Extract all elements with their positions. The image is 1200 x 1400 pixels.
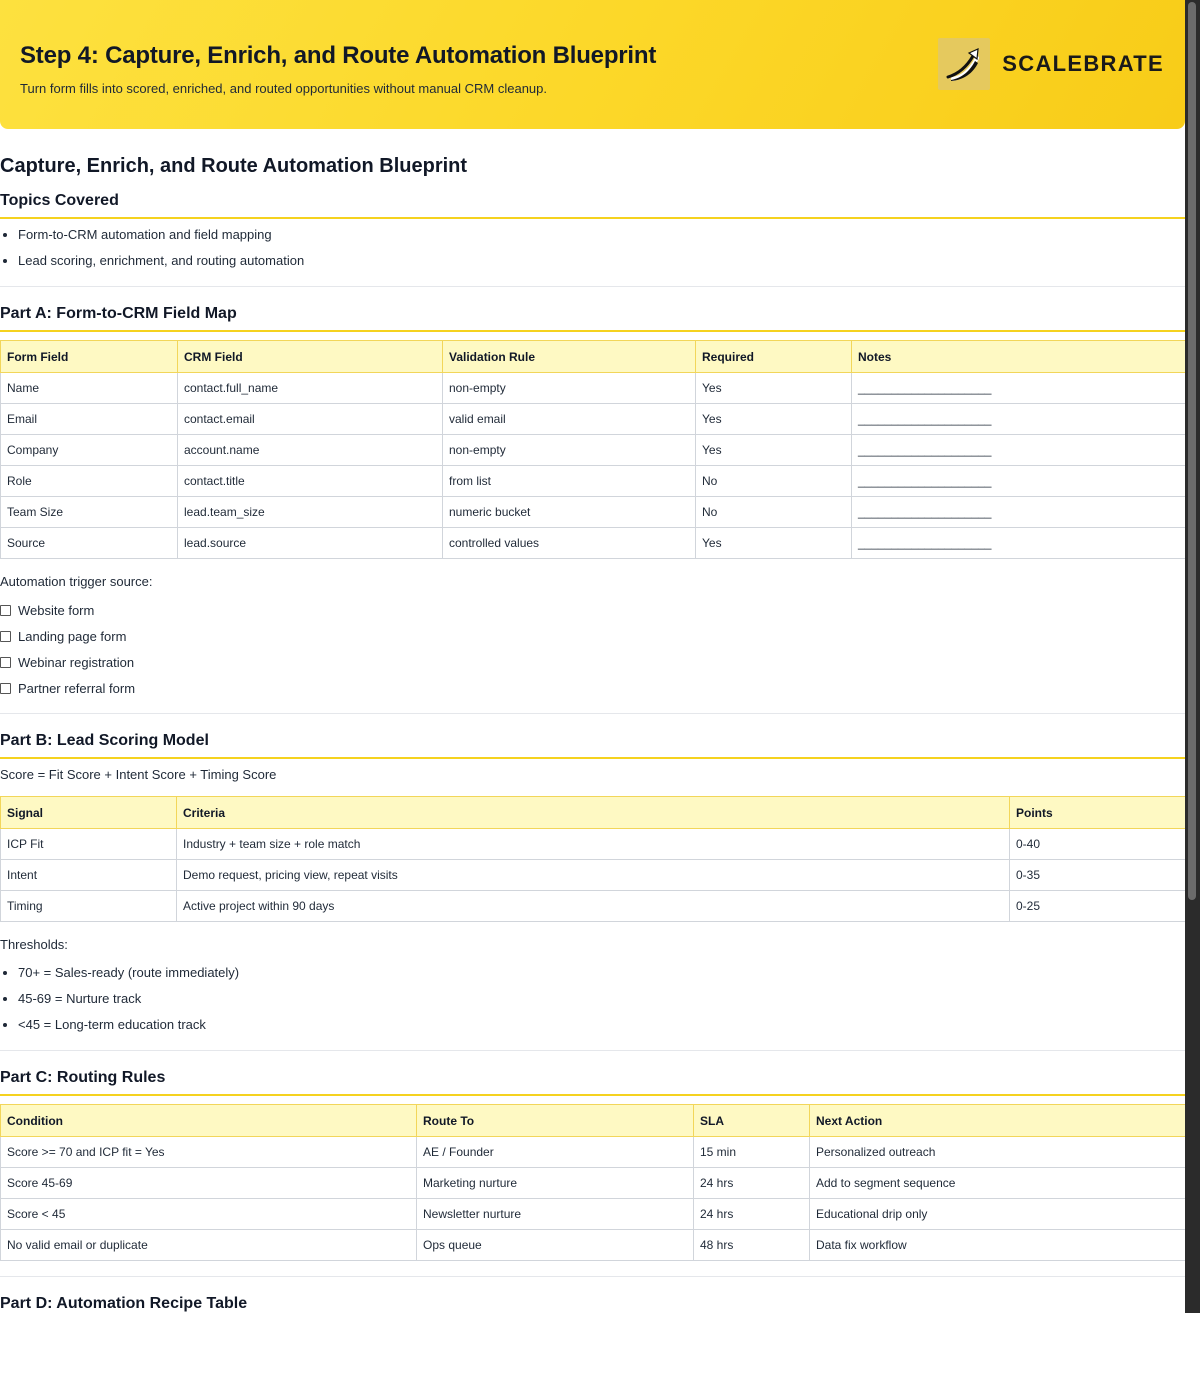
table-cell: 0-40 [1010, 829, 1186, 860]
document-title: Capture, Enrich, and Route Automation Blueprint [0, 155, 468, 177]
table-header-row [1, 797, 1186, 829]
list-item: • 70+ = Sales-ready (route immediately) [18, 960, 1185, 986]
table-cell: 15 min [694, 1137, 810, 1168]
table-cell: Ops queue [417, 1230, 694, 1261]
part-b-heading: Part B: Lead Scoring Model [0, 732, 1185, 759]
table-row [1, 1230, 1186, 1261]
vertical-scrollbar[interactable] [1185, 0, 1200, 1313]
table-cell: Demo request, pricing view, repeat visits [177, 860, 1010, 891]
table-row [1, 466, 1186, 497]
column-header: Route To [417, 1105, 694, 1137]
part-a-heading: Part A: Form-to-CRM Field Map [0, 305, 1185, 332]
table-row [1, 829, 1186, 860]
table-cell: AE / Founder [417, 1137, 694, 1168]
table-cell: 48 hrs [694, 1230, 810, 1261]
table-row [1, 1168, 1186, 1199]
trigger-option-webinar-registration[interactable] [0, 649, 1185, 675]
part-c-heading: Part C: Routing Rules [0, 1069, 1185, 1096]
table-header-row [1, 1105, 1186, 1137]
table-cell: non-empty [443, 435, 696, 466]
table-cell: 24 hrs [694, 1199, 810, 1230]
trigger-option-website-form[interactable] [0, 597, 1185, 623]
table-row [1, 528, 1186, 559]
column-header: Form Field [1, 341, 178, 373]
topics-heading: Topics Covered [0, 192, 1185, 219]
notes-blank: ____________________ [852, 404, 1186, 435]
notes-blank: ____________________ [852, 497, 1186, 528]
column-header: Criteria [177, 797, 1010, 829]
header-banner [0, 0, 1185, 129]
table-cell: Source [1, 528, 178, 559]
list-item: • <45 = Long-term education track [18, 1012, 1185, 1038]
table-cell: Intent [1, 860, 177, 891]
table-row [1, 435, 1186, 466]
table-cell: No [696, 497, 852, 528]
table-cell: numeric bucket [443, 497, 696, 528]
table-row [1, 404, 1186, 435]
part-c-section [0, 1069, 1185, 1261]
part-a-section [0, 305, 1185, 701]
part-b-section [0, 732, 1185, 1038]
thresholds-label: Thresholds: [0, 937, 68, 952]
table-cell: 24 hrs [694, 1168, 810, 1199]
table-cell: ICP Fit [1, 829, 177, 860]
score-formula: Score = Fit Score + Intent Score + Timing Score [0, 767, 277, 782]
section-divider [0, 1050, 1185, 1051]
column-header: Notes [852, 341, 1186, 373]
table-cell: account.name [178, 435, 443, 466]
table-cell: Name [1, 373, 178, 404]
column-header: SLA [694, 1105, 810, 1137]
table-cell: contact.title [178, 466, 443, 497]
list-item: • Form-to-CRM automation and field mapping [18, 222, 1185, 248]
table-cell: No [696, 466, 852, 497]
table-cell: Data fix workflow [810, 1230, 1186, 1261]
checkbox[interactable] [0, 683, 11, 694]
notes-blank: ____________________ [852, 466, 1186, 497]
column-header: Condition [1, 1105, 417, 1137]
rising-arrow-logo-icon [938, 38, 990, 90]
trigger-option-landing-page-form[interactable] [0, 623, 1185, 649]
checkbox[interactable] [0, 631, 11, 642]
routing-rules-table [0, 1104, 1185, 1261]
brand-name: SCALEBRATE [1002, 51, 1164, 76]
part-d-section [0, 1295, 1185, 1313]
table-row [1, 1137, 1186, 1168]
table-cell: Score < 45 [1, 1199, 417, 1230]
table-cell: No valid email or duplicate [1, 1230, 417, 1261]
checkbox-label: Partner referral form [18, 680, 136, 696]
scrollbar-thumb[interactable] [1188, 2, 1196, 900]
notes-blank: ____________________ [852, 528, 1186, 559]
section-divider [0, 713, 1185, 714]
table-row [1, 860, 1186, 891]
lead-scoring-table [0, 796, 1185, 922]
table-cell: valid email [443, 404, 696, 435]
notes-blank: ____________________ [852, 435, 1186, 466]
table-cell: Industry + team size + role match [177, 829, 1010, 860]
table-cell: Active project within 90 days [177, 891, 1010, 922]
notes-blank: ____________________ [852, 373, 1186, 404]
table-cell: contact.full_name [178, 373, 443, 404]
checkbox-label: Landing page form [18, 628, 127, 644]
table-cell: lead.team_size [178, 497, 443, 528]
checkbox[interactable] [0, 657, 11, 668]
table-cell: 0-35 [1010, 860, 1186, 891]
table-cell: Yes [696, 528, 852, 559]
table-cell: non-empty [443, 373, 696, 404]
column-header: Signal [1, 797, 177, 829]
table-cell: 0-25 [1010, 891, 1186, 922]
topics-section [0, 192, 1185, 274]
table-row [1, 373, 1186, 404]
table-cell: controlled values [443, 528, 696, 559]
table-cell: Educational drip only [810, 1199, 1186, 1230]
page-subtitle: Turn form fills into scored, enriched, and routed opportunities without manual CRM cleanup. [20, 81, 548, 96]
table-cell: Add to segment sequence [810, 1168, 1186, 1199]
column-header: Points [1010, 797, 1186, 829]
table-cell: Company [1, 435, 178, 466]
column-header: Next Action [810, 1105, 1186, 1137]
table-header-row [1, 341, 1186, 373]
table-cell: Personalized outreach [810, 1137, 1186, 1168]
table-cell: Role [1, 466, 178, 497]
table-cell: Newsletter nurture [417, 1199, 694, 1230]
document-body [0, 154, 1185, 1313]
section-divider [0, 1276, 1185, 1277]
table-cell: contact.email [178, 404, 443, 435]
trigger-checklist [0, 597, 1185, 701]
thresholds-list [0, 960, 1185, 1038]
table-cell: Timing [1, 891, 177, 922]
field-map-table [0, 340, 1185, 559]
page-title: Step 4: Capture, Enrich, and Route Automation Blueprint [20, 42, 657, 69]
section-divider [0, 286, 1185, 287]
checkbox[interactable] [0, 605, 11, 616]
table-row [1, 497, 1186, 528]
list-item: • Lead scoring, enrichment, and routing automation [18, 248, 1185, 274]
part-d-heading: Part D: Automation Recipe Table [0, 1295, 1185, 1313]
table-cell: Email [1, 404, 178, 435]
trigger-option-partner-referral-form[interactable] [0, 675, 1185, 701]
checkbox-label: Website form [18, 602, 95, 618]
table-cell: Yes [696, 435, 852, 466]
topics-list [0, 222, 1185, 274]
table-cell: Marketing nurture [417, 1168, 694, 1199]
table-cell: Yes [696, 404, 852, 435]
column-header: CRM Field [178, 341, 443, 373]
list-item: • 45-69 = Nurture track [18, 986, 1185, 1012]
brand [938, 38, 1164, 90]
trigger-label: Automation trigger source: [0, 574, 153, 589]
column-header: Validation Rule [443, 341, 696, 373]
checkbox-label: Webinar registration [18, 654, 135, 670]
table-cell: Score 45-69 [1, 1168, 417, 1199]
table-cell: from list [443, 466, 696, 497]
column-header: Required [696, 341, 852, 373]
table-row [1, 891, 1186, 922]
table-cell: Yes [696, 373, 852, 404]
table-cell: lead.source [178, 528, 443, 559]
table-cell: Score >= 70 and ICP fit = Yes [1, 1137, 417, 1168]
table-cell: Team Size [1, 497, 178, 528]
table-row [1, 1199, 1186, 1230]
